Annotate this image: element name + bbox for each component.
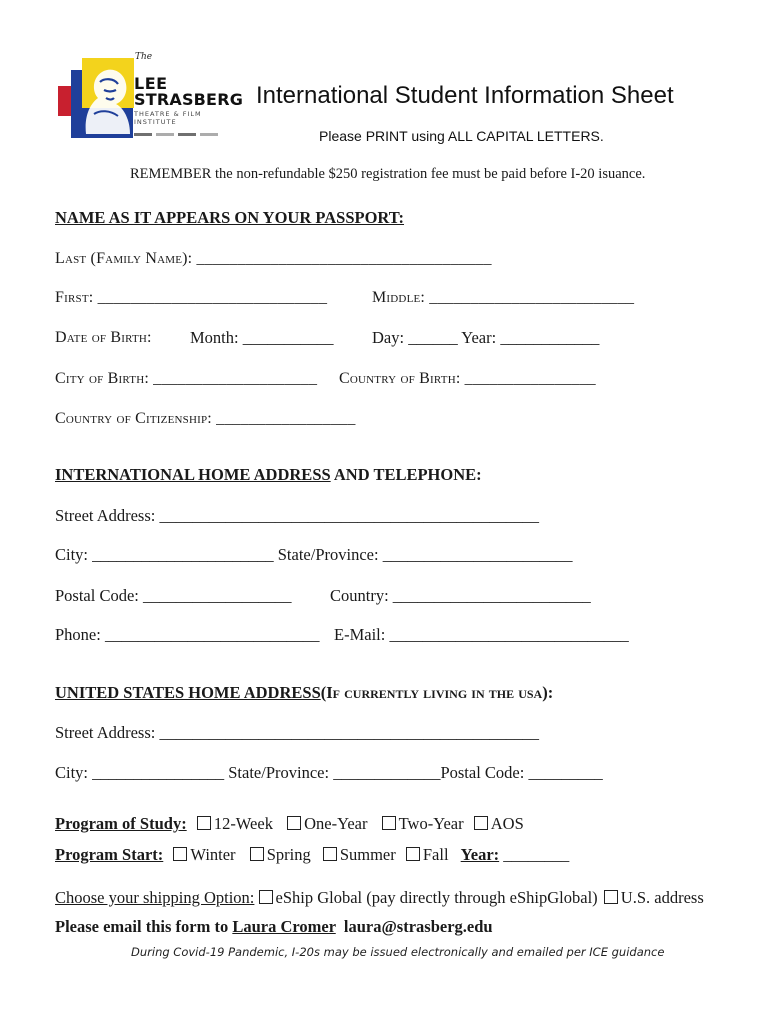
us-address-heading: UNITED STATES HOME ADDRESS(If currently living in the usa): — [55, 683, 554, 702]
start-spring-checkbox[interactable]: Spring — [250, 845, 311, 864]
covid-notice: During Covid-19 Pandemic, I-20s may be issued electronically and emailed per ICE guidance — [131, 945, 665, 959]
international-address-heading: INTERNATIONAL HOME ADDRESS AND TELEPHONE: — [55, 465, 482, 484]
first-name-field[interactable]: First: ____________________________ — [55, 289, 328, 306]
passport-section-heading: NAME AS IT APPEARS ON YOUR PASSPORT: — [55, 208, 405, 227]
print-instruction: Please PRINT using ALL CAPITAL LETTERS. — [319, 128, 604, 144]
fee-reminder: REMEMBER the non-refundable $250 registration fee must be paid before I-20 isuance. — [130, 166, 646, 182]
start-year-field[interactable]: ________ — [499, 845, 570, 864]
program-two-year-checkbox[interactable]: Two-Year — [382, 814, 464, 833]
birth-day-year-field[interactable]: Day: ______ Year: ____________ — [372, 328, 600, 347]
intl-street-field[interactable]: Street Address: ______________________________________________ — [55, 506, 539, 525]
program-aos-checkbox[interactable]: AOS — [474, 814, 524, 833]
us-street-field[interactable]: Street Address: ______________________________________________ — [55, 723, 539, 742]
shipping-eship-checkbox[interactable]: eShip Global (pay directly through eShipGlobal) — [259, 888, 598, 907]
middle-name-field[interactable]: Middle: _________________________ — [372, 289, 635, 306]
last-name-field[interactable]: Last (Family Name): ____________________________________ — [55, 250, 492, 267]
us-city-state-postal-field[interactable]: City: ________________ State/Province: _____________Postal Code: _________ — [55, 763, 603, 782]
intl-email-field[interactable]: E-Mail: _____________________________ — [334, 625, 629, 644]
contact-line: Please email this form to Laura Cromer laura@strasberg.edu — [55, 917, 493, 936]
intl-country-field[interactable]: Country: ________________________ — [330, 586, 591, 605]
shipping-us-address-checkbox[interactable]: U.S. address — [604, 888, 704, 907]
program-one-year-checkbox[interactable]: One-Year — [287, 814, 367, 833]
start-winter-checkbox[interactable]: Winter — [173, 845, 235, 864]
country-of-birth-field[interactable]: Country of Birth: ________________ — [339, 370, 596, 387]
program-start-row: Program Start: Winter Spring Summer Fall Year: ________ — [55, 845, 570, 864]
start-fall-checkbox[interactable]: Fall — [406, 845, 449, 864]
date-of-birth-label: Date of Birth: — [55, 329, 152, 346]
program-of-study-row: Program of Study: 12-Week One-Year Two-Year AOS — [55, 814, 524, 833]
start-summer-checkbox[interactable]: Summer — [323, 845, 396, 864]
institute-logo: The LEE STRASBERG THEATRE & FILM INSTITUTE — [58, 58, 230, 142]
country-of-citizenship-field[interactable]: Country of Citizenship: _________________ — [55, 410, 356, 427]
contact-email-link[interactable]: laura@strasberg.edu — [343, 917, 493, 936]
program-12-week-checkbox[interactable]: 12-Week — [197, 814, 273, 833]
birth-month-field[interactable]: Month: ___________ — [190, 328, 334, 347]
city-of-birth-field[interactable]: City of Birth: ____________________ — [55, 370, 318, 387]
lee-strasberg-portrait-icon — [76, 64, 132, 136]
page-title: International Student Information Sheet — [256, 82, 674, 109]
start-year-label: Year: — [460, 845, 500, 864]
intl-phone-field[interactable]: Phone: __________________________ — [55, 625, 320, 644]
shipping-option-row: Choose your shipping Option: eShip Global (pay directly through eShipGlobal) U.S. address — [55, 888, 704, 907]
contact-name-link[interactable]: Laura Cromer — [232, 917, 336, 936]
intl-postal-field[interactable]: Postal Code: __________________ — [55, 586, 292, 605]
intl-city-state-field[interactable]: City: ______________________ State/Province: _______________________ — [55, 545, 573, 564]
